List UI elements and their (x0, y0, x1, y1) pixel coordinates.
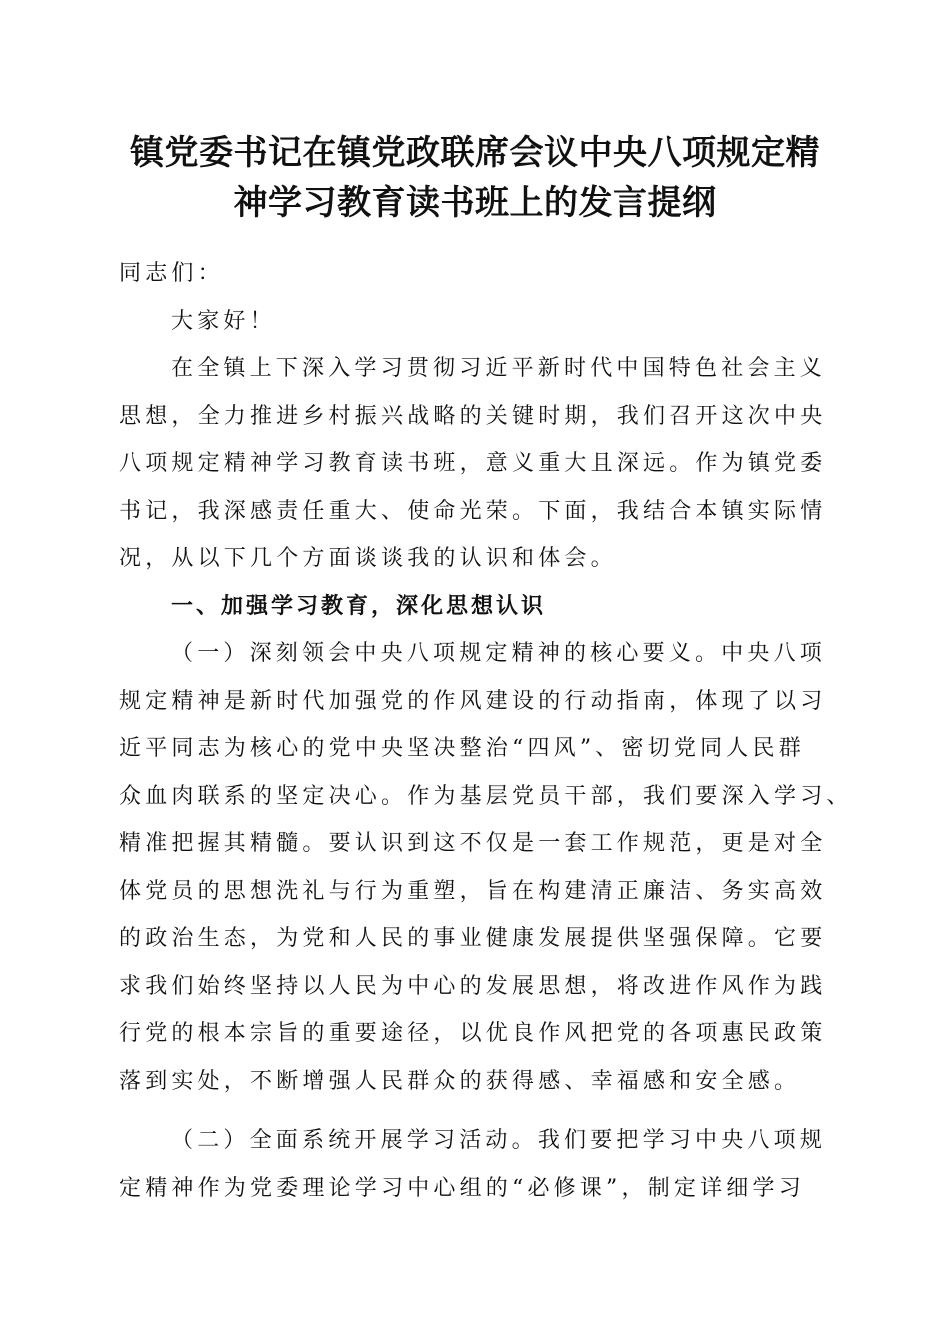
subsection-1-first-rest: 中央八项 (721, 641, 827, 666)
intro-line-3: 八项规定精神学习教育读书班，意义重大且深远。作为镇党委 (119, 451, 827, 476)
title-line-2: 神学习教育读书班上的发言提纲 (233, 183, 717, 223)
subsection-1-line-5: 精准把握其精髓。要认识到这不仅是一套工作规范，更是对全 (119, 831, 827, 856)
paragraph-gap (119, 1105, 834, 1117)
document-title (100, 128, 850, 228)
document-body (119, 250, 853, 1212)
intro-line-1: 在全镇上下深入学习贯彻习近平新时代中国特色社会主义 (171, 356, 827, 381)
subsection-2-lead: （二）全面系统开展学习活动。 (171, 1128, 538, 1153)
subsection-1-line-9: 行党的根本宗旨的重要途径，以优良作风把党的各项惠民政策 (119, 1021, 827, 1046)
subsection-1-line-4: 众血肉联系的坚定决心。作为基层党员干部，我们要深入学习、 (119, 783, 853, 809)
title-line-1: 镇党委书记在镇党政联席会议中央八项规定精 (130, 133, 820, 173)
section-1-heading: 一、加强学习教育，深化思想认识 (171, 592, 547, 619)
subsection-2-line-2: 定精神作为党委理论学习中心组的“必修课”，制定详细学习 (119, 1175, 805, 1201)
subsection-1-line-2: 规定精神是新时代加强党的作风建设的行动指南，体现了以习 (119, 688, 827, 714)
subsection-1-line-6: 体党员的思想洗礼与行为重塑，旨在构建清正廉洁、务实高效 (119, 878, 827, 904)
intro-line-2: 思想，全力推进乡村振兴战略的关键时期，我们召开这次中央 (119, 403, 827, 429)
subsection-1-first-line (119, 630, 834, 678)
subsection-1-line-8: 求我们始终坚持以人民为中心的发展思想，将改进作风作为践 (119, 973, 827, 999)
subsection-2-first-line (119, 1117, 834, 1165)
intro-line-5: 况，从以下几个方面谈谈我的认识和体会。 (119, 546, 617, 571)
subsection-1-line-3: 近平同志为核心的党中央坚决整治“四风”、密切党同人民群 (119, 736, 805, 761)
greeting: 大家好！ (171, 308, 276, 334)
subsection-1-line-7: 的政治生态，为党和人民的事业健康发展提供坚强保障。它要 (119, 926, 827, 951)
intro-line-4: 书记，我深感责任重大、使命光荣。下面，我结合本镇实际情 (119, 498, 827, 524)
subsection-2-first-rest: 我们要把学习中央八项规 (537, 1128, 827, 1153)
subsection-1-lead: （一）深刻领会中央八项规定精神的核心要义。 (171, 641, 722, 666)
salutation: 同志们： (119, 261, 224, 286)
subsection-1-line-10: 落到实处，不断增强人民群众的获得感、幸福感和安全感。 (119, 1068, 801, 1094)
